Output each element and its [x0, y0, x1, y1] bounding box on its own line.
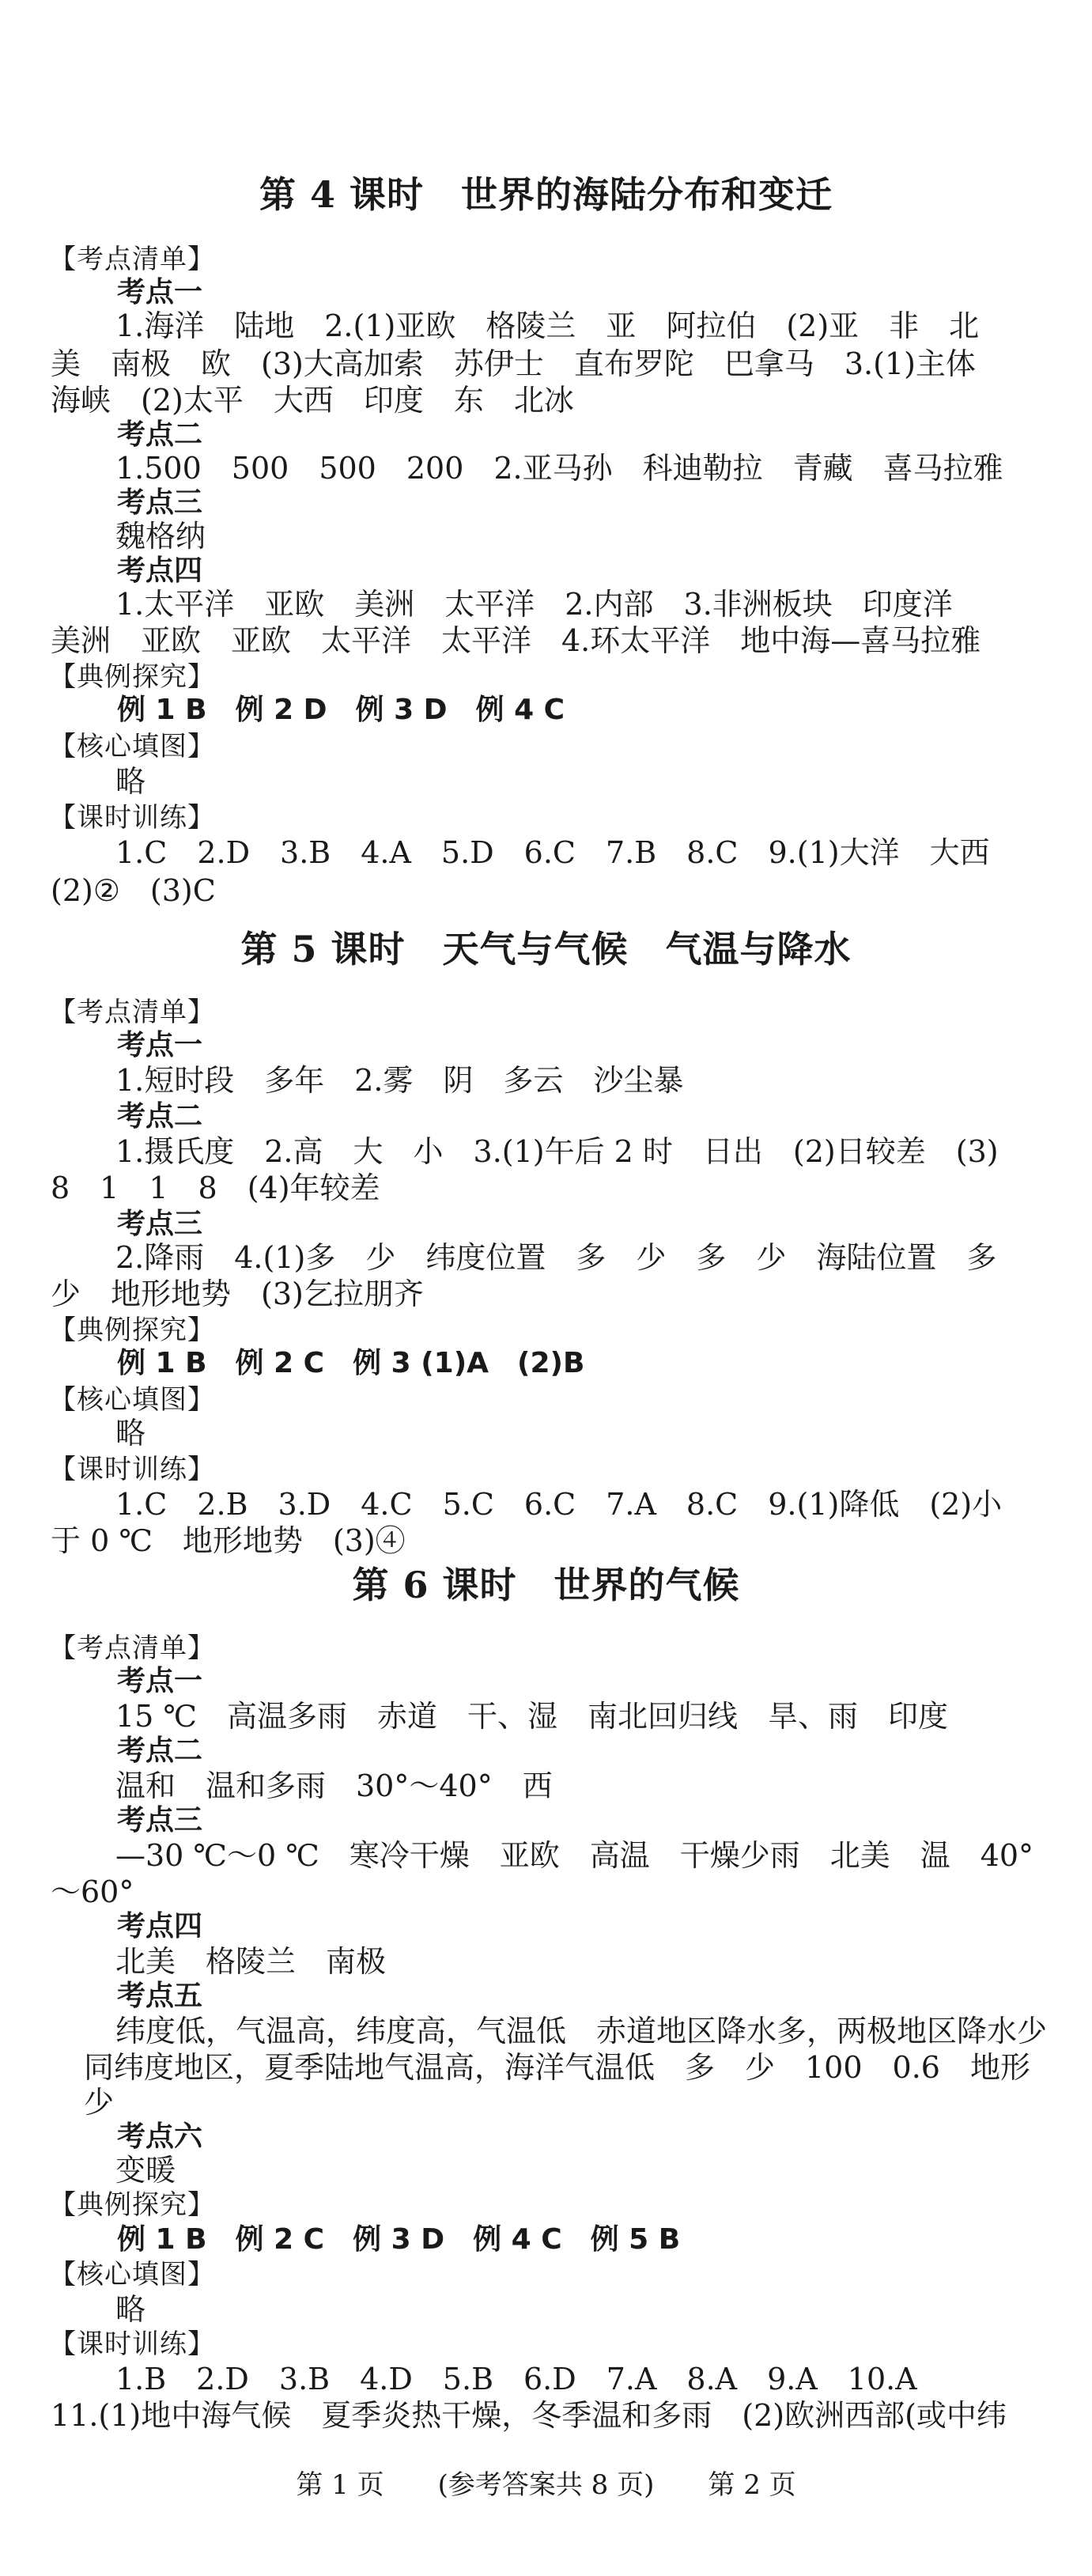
answer-line: 11.(1)地中海气候 夏季炎热干燥，冬季温和多雨 (2)欧洲西部(或中纬: [51, 2398, 1007, 2433]
answer-line: 美 南极 欧 (3)大高加索 苏伊士 直布罗陀 巴拿马 3.(1)主体: [51, 346, 976, 381]
answer-line: 温和 温和多雨 30°～40° 西: [115, 1768, 553, 1803]
answer-line: 8 1 1 8 (4)年较差: [51, 1171, 380, 1205]
answer-line: 1.B 2.D 3.B 4.D 5.B 6.D 7.A 8.A 9.A 10.A: [115, 2362, 917, 2396]
answer-line: 1.太平洋 亚欧 美洲 太平洋 2.内部 3.非洲板块 印度洋: [115, 587, 953, 622]
section-dianli-tanjiu: 【典例探究】: [49, 661, 215, 693]
page-footer: 第 1 页 (参考答案共 8 页) 第 2 页: [296, 2469, 796, 2501]
kaodian-3: 考点三: [117, 1804, 203, 1836]
section-kaodian-qingdan: 【考点清单】: [49, 244, 215, 275]
answer-line: 变暖: [115, 2153, 176, 2188]
answer-line: 1.摄氏度 2.高 大 小 3.(1)午后 2 时 日出 (2)日较差 (3): [115, 1134, 999, 1169]
kaodian-6: 考点六: [117, 2120, 203, 2153]
answer-line: 1.C 2.D 3.B 4.A 5.D 6.C 7.B 8.C 9.(1)大洋 大西: [115, 835, 990, 870]
answer-line: 略: [115, 764, 146, 799]
kaodian-5: 考点五: [117, 1980, 203, 2012]
answer-line: 15 ℃ 高温多雨 赤道 干、湿 南北回归线 旱、雨 印度: [115, 1699, 948, 1734]
kaodian-2: 考点二: [117, 418, 203, 451]
answer-line: 少: [84, 2085, 115, 2120]
kaodian-1: 考点一: [117, 1029, 203, 1061]
lesson-4-title: 第 4 课时 世界的海陆分布和变迁: [259, 173, 833, 216]
kaodian-4: 考点四: [117, 1910, 203, 1942]
example-answers: 例 1 B 例 2 D 例 3 D 例 4 C: [117, 694, 565, 726]
answer-line: 纬度低，气温高，纬度高，气温低 赤道地区降水多，两极地区降水少: [115, 2014, 1048, 2048]
section-keshi-xunlian: 【课时训练】: [49, 1454, 215, 1485]
answer-line: 2.降雨 4.(1)多 少 纬度位置 多 少 多 少 海陆位置 多: [115, 1240, 997, 1275]
section-hexin-tiantu: 【核心填图】: [49, 1384, 215, 1416]
answer-line: 同纬度地区，夏季陆地气温高，海洋气温低 多 少 100 0.6 地形: [84, 2050, 1030, 2085]
answer-line: —30 ℃～0 ℃ 寒冷干燥 亚欧 高温 干燥少雨 北美 温 40°: [115, 1838, 1034, 1873]
answer-line: 美洲 亚欧 亚欧 太平洋 太平洋 4.环太平洋 地中海—喜马拉雅: [51, 623, 981, 658]
lesson-5-title: 第 5 课时 天气与气候 气温与降水: [240, 928, 852, 970]
answer-line: 北美 格陵兰 南极: [115, 1944, 387, 1979]
section-keshi-xunlian: 【课时训练】: [49, 2328, 215, 2360]
section-kaodian-qingdan: 【考点清单】: [49, 1632, 215, 1664]
answer-line: 海峡 (2)太平 大西 印度 东 北冰: [51, 383, 574, 418]
answer-line: (2)② (3)C: [51, 873, 216, 908]
kaodian-4: 考点四: [117, 554, 203, 587]
answer-line: 略: [115, 2292, 146, 2327]
section-hexin-tiantu: 【核心填图】: [49, 731, 215, 762]
lesson-6-title: 第 6 课时 世界的气候: [352, 1564, 740, 1606]
answer-line: 1.C 2.B 3.D 4.C 5.C 6.C 7.A 8.C 9.(1)降低 (2)小: [115, 1487, 1003, 1522]
answer-line: 略: [115, 1416, 146, 1451]
answer-line: 1.海洋 陆地 2.(1)亚欧 格陵兰 亚 阿拉伯 (2)亚 非 北: [115, 308, 980, 343]
section-dianli-tanjiu: 【典例探究】: [49, 1314, 215, 1346]
kaodian-2: 考点二: [117, 1734, 203, 1767]
section-keshi-xunlian: 【课时训练】: [49, 802, 215, 834]
kaodian-1: 考点一: [117, 1665, 203, 1697]
answer-line: 少 地形地势 (3)乞拉朋齐: [51, 1277, 424, 1311]
section-hexin-tiantu: 【核心填图】: [49, 2259, 215, 2290]
kaodian-1: 考点一: [117, 276, 203, 308]
answer-line: 于 0 ℃ 地形地势 (3)④: [51, 1523, 406, 1558]
answer-line: 1.500 500 500 200 2.亚马孙 科迪勒拉 青藏 喜马拉雅: [115, 451, 1003, 486]
example-answers: 例 1 B 例 2 C 例 3 D 例 4 C 例 5 B: [117, 2223, 681, 2256]
answer-line: 魏格纳: [115, 519, 206, 554]
answer-line: 1.短时段 多年 2.雾 阴 多云 沙尘暴: [115, 1063, 684, 1098]
kaodian-2: 考点二: [117, 1100, 203, 1133]
section-kaodian-qingdan: 【考点清单】: [49, 997, 215, 1028]
section-dianli-tanjiu: 【典例探究】: [49, 2189, 215, 2221]
example-answers: 例 1 B 例 2 C 例 3 (1)A (2)B: [117, 1347, 585, 1379]
answer-line: ～60°: [51, 1874, 134, 1909]
kaodian-3: 考点三: [117, 1208, 203, 1240]
kaodian-3: 考点三: [117, 486, 203, 519]
